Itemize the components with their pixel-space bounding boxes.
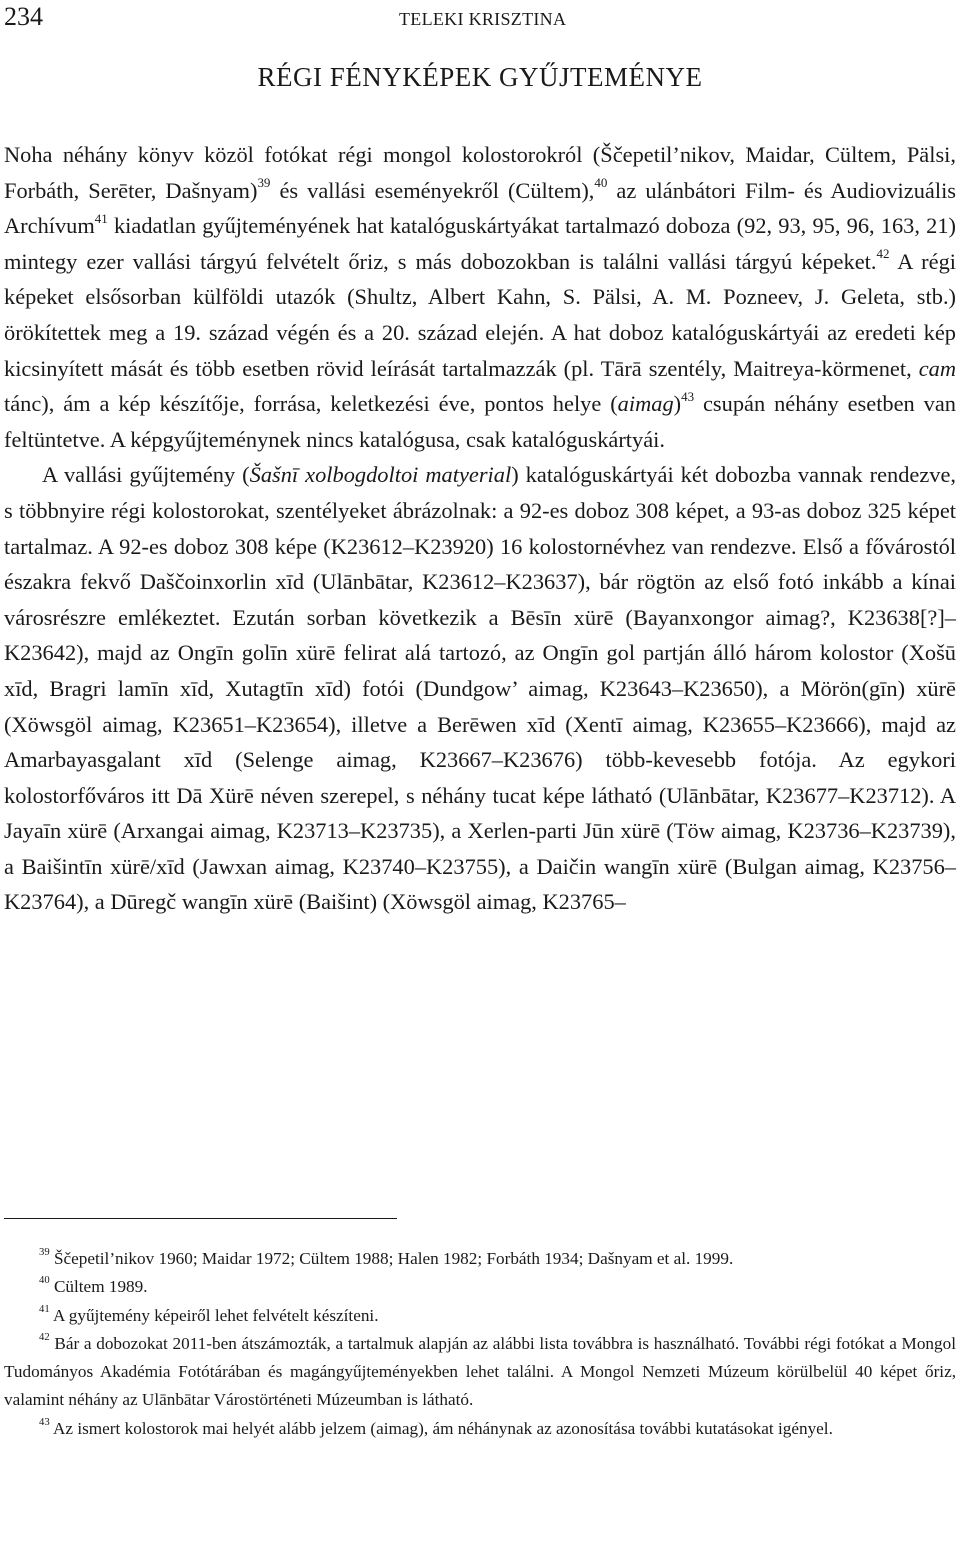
italic-term-cam: cam [918, 355, 956, 381]
footnote-text: A gyűjtemény képeiről lehet felvételt készíteni. [49, 1305, 379, 1325]
footnote-39 [4, 1245, 956, 1273]
footnote-41 [4, 1302, 956, 1330]
text-segment: és vallási eseményekről (Cültem), [270, 177, 595, 203]
page-number: 234 [4, 2, 43, 31]
footnote-ref-39[interactable]: 39 [257, 175, 271, 191]
page-header [4, 2, 956, 36]
paragraph-2 [4, 457, 956, 920]
footnote-ref-43[interactable]: 43 [681, 388, 695, 404]
footnote-42 [4, 1330, 956, 1415]
footnote-divider [4, 1218, 397, 1219]
running-head: TELEKI KRISZTINA [399, 9, 567, 29]
text-segment: csupán néhány esetben van feltüntetve. A képgyűjteménynek nincs katalógusa, csak katalóguskártyái. [4, 391, 956, 452]
italic-term-aimag: aimag [617, 391, 674, 417]
footnote-number: 42 [39, 1332, 50, 1344]
footnote-number: 41 [39, 1303, 50, 1315]
footnote-text: Cültem 1989. [49, 1277, 148, 1297]
footnote-number: 43 [39, 1416, 50, 1428]
text-segment: kiadatlan gyűjteményének hat katalóguskártyákat tartalmazó doboza (92, 93, 95, 96, 163, 21) mintegy ezer vallási tárgyú felvételt őriz, s más dobozokban is találni vallási tárgyú képeket. [4, 213, 956, 274]
section-title: RÉGI FÉNYKÉPEK GYŰJTEMÉNYE [257, 62, 703, 92]
footnote-text: Bár a dobozokat 2011-ben átszámozták, a tartalmuk alapján az alábbi lista továbbra is használható. További régi fotókat a Mongol Tudományos Akadémia Fotótárában és magángyűjteményekben lehet találni. A Mongol Nemzeti Múzeum körülbelül 40 képet őriz, valamint néhány az Ulānbātar Várostörténeti Múzeumban is látható. [4, 1333, 956, 1410]
footnote-number: 40 [39, 1275, 50, 1287]
footnote-ref-40[interactable]: 40 [594, 175, 608, 191]
footnote-text: Ščepetil’nikov 1960; Maidar 1972; Cültem 1988; Halen 1982; Forbáth 1934; Dašnyam et al. 1999. [49, 1249, 734, 1268]
italic-collection-title: Šašnī xolbogdoltoi matyerial [249, 462, 512, 488]
text-segment: A vallási gyűjtemény ( [42, 462, 250, 488]
footnote-number: 39 [39, 1247, 50, 1259]
footnote-43 [4, 1415, 956, 1443]
text-segment: ) [673, 391, 682, 417]
text-segment: Noha néhány könyv közöl fotókat régi mongol kolostorokról (Ščepetil’nikov, Maidar, Cültem, Pälsi, Forbáth, Serēter, Dašnyam) [4, 142, 956, 203]
text-segment: tánc), ám a kép készítője, forrása, keletkezési éve, pontos helye ( [4, 391, 618, 417]
text-segment: A régi képeket elsősorban külföldi utazók (Shultz, Albert Kahn, S. Pälsi, A. M. Pozneev, J. Geleta, stb.) örökítettek meg a 19. század végén és a 20. század elején. A hat doboz katalóguskártyái az eredeti kép kicsinyített mását és több esetben rövid leírását tartalmazzák (pl. Tārā szentély, Maitreya-körmenet, [4, 248, 956, 381]
footnote-ref-41[interactable]: 41 [94, 210, 108, 226]
footnotes [4, 1245, 956, 1443]
text-segment: ) katalóguskártyái két dobozba vannak rendezve, s többnyire régi kolostorokat, szentélyeket ábrázolnak: a 92-es doboz 308 képet, a 93-as doboz 325 képet tartalmaz. A 92-es doboz 308 képe (K23612–K23920) 16 kolostornévhez van rendezve. Első a fővárostól északra fekvő Daščoinxorlin xīd (Ulānbātar, K23612–K23637), bár rögtön az első fotó inkább a kínai városrészre emlékeztet. Ezután sorban következik a Bēsīn xürē (Bayanxongor aimag?, K23638[?]–K23642), majd az Ongīn golīn xürē felirat alá tartozó, az Ongīn gol partján álló három kolostor (Xošū xīd, Bragri lamīn xīd, Xutagtīn xīd) fotói (Dundgow’ aimag, K23643–K23650), a Mörön(gīn) xürē (Xöwsgöl aimag, K23651–K23654), illetve a Berēwen xīd (Xentī aimag, K23655–K23666), majd az Amarbayasgalant xīd (Selenge aimag, K23667–K23676) több-kevesebb fotója. Az egykori kolostorfőváros itt Dā Xürē néven szerepel, s néhány tucat képe látható (Ulānbātar, K23677–K23712). A Jayaīn xürē (Arxangai aimag, K23713–K23735), a Xerlen-parti Jūn xürē (Töw aimag, K23736–K23739), a Baišintīn xürē/xīd (Jawxan aimag, K23740–K23755), a Daičin wangīn xürē (Bulgan aimag, K23756–K23764), a Dūregč wangīn xürē (Baišint) (Xöwsgöl aimag, K23765– [4, 462, 957, 915]
footnote-40 [4, 1273, 956, 1301]
text-segment: az ulánbátori Film- és Audiovizuális Archívum [4, 177, 957, 239]
footnote-ref-42[interactable]: 42 [876, 246, 890, 262]
footnote-text: Az ismert kolostorok mai helyét alább jelzem (aimag), ám néhánynak az azonosítása további kutatásokat igényel. [49, 1418, 833, 1438]
paragraph-1 [4, 137, 956, 457]
body-text [4, 137, 956, 920]
